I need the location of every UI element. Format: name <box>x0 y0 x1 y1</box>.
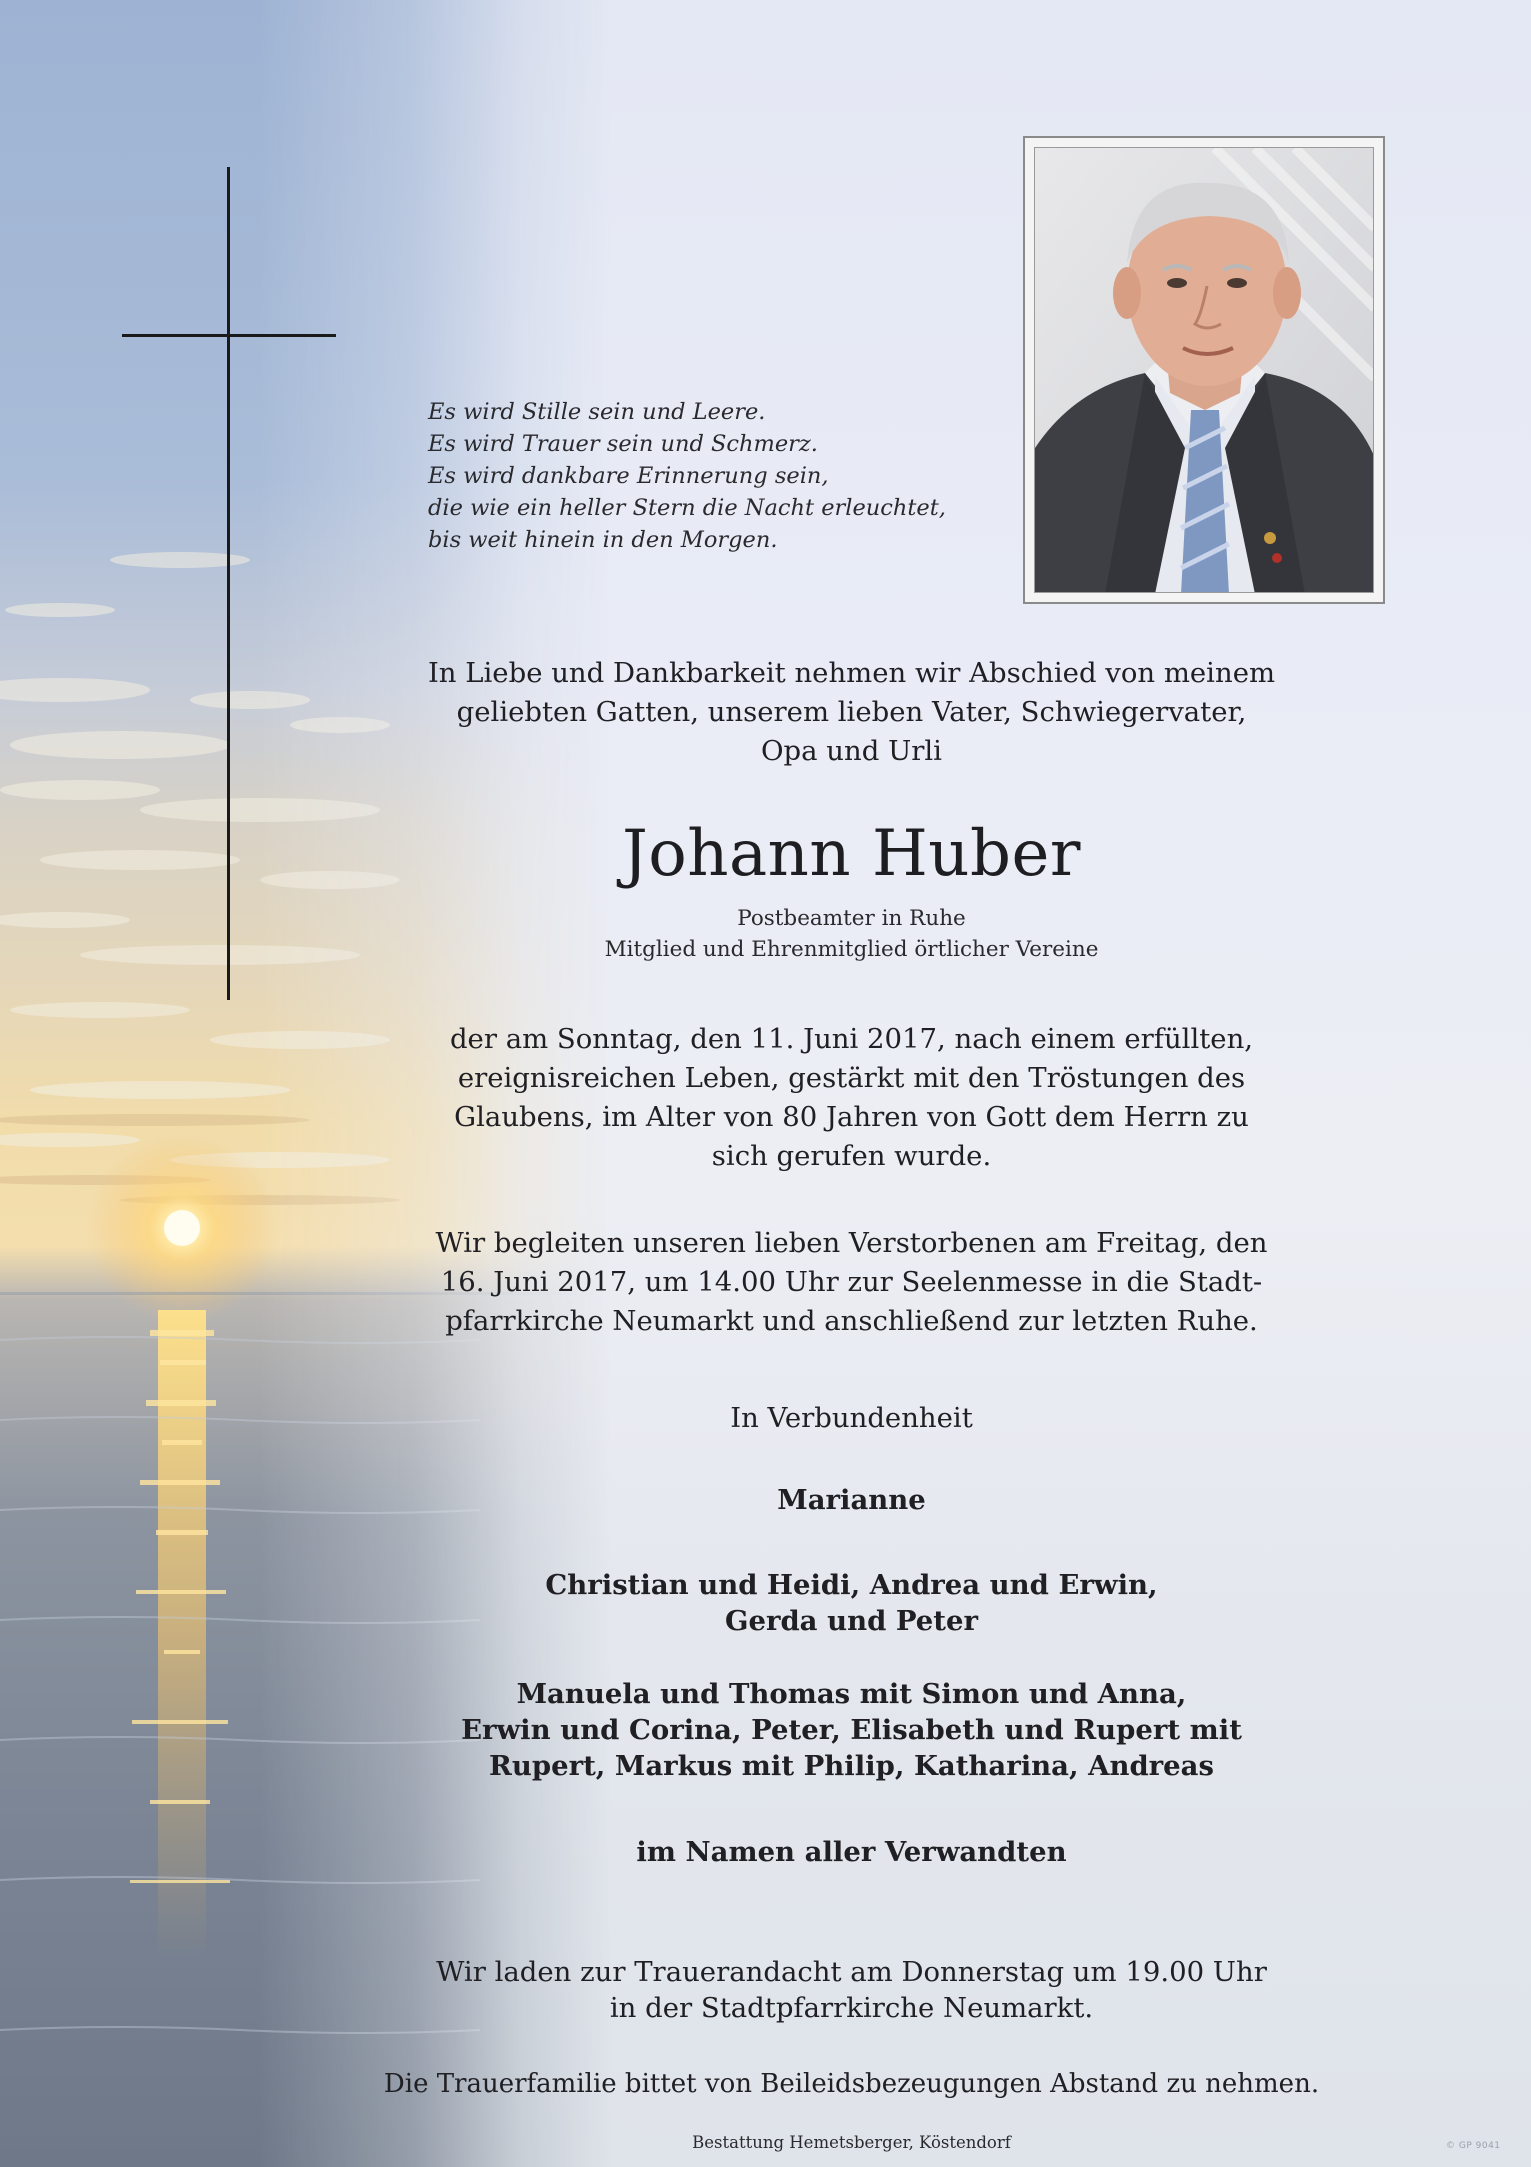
poem-verse <box>428 396 1028 556</box>
funeral-details-line: pfarrkirche Neumarkt und anschließend zur letzten Ruhe. <box>445 1305 1258 1337</box>
deceased-name: Johann Huber <box>622 817 1081 891</box>
death-notice-line: der am Sonntag, den 11. Juni 2017, nach einem erfüllten, <box>449 1023 1254 1055</box>
condolence-note: Die Trauerfamilie bittet von Beileidsbezeugungen Abstand zu nehmen. <box>383 2069 1320 2099</box>
mourner-spouse: Marianne <box>777 1484 926 1516</box>
mourner-grandchildren-line: Rupert, Markus mit Philip, Katharina, Andreas <box>489 1750 1214 1782</box>
death-notice-line: ereignisreichen Leben, gestärkt mit den Tröstungen des <box>457 1062 1246 1094</box>
cross-vertical-bar <box>227 167 230 1000</box>
mourner-children-line: Christian und Heidi, Andrea und Erwin, <box>545 1569 1158 1601</box>
death-notice-line: Glaubens, im Alter von 80 Jahren von Gott dem Herrn zu <box>454 1101 1249 1133</box>
death-notice <box>400 1020 1303 1176</box>
deceased-membership: Mitglied und Ehrenmitglied örtlicher Vereine <box>604 937 1099 962</box>
funeral-details-line: 16. Juni 2017, um 14.00 Uhr zur Seelenmesse in die Stadt- <box>440 1266 1263 1298</box>
prayer-invitation-line: Wir laden zur Trauerandacht am Donnerstag um 19.00 Uhr <box>436 1956 1267 1988</box>
farewell-intro <box>400 654 1303 771</box>
prayer-invitation-line: in der Stadtpfarrkirche Neumarkt. <box>609 1992 1094 2024</box>
death-notice-line: sich gerufen wurde. <box>711 1140 992 1172</box>
poem-line: Es wird Trauer sein und Schmerz. <box>428 431 818 457</box>
poem-line: Es wird Stille sein und Leere. <box>428 399 766 425</box>
prayer-invitation <box>390 1954 1313 2026</box>
farewell-intro-line: geliebten Gatten, unserem lieben Vater, Schwiegervater, <box>456 696 1247 728</box>
funeral-details-line: Wir begleiten unseren lieben Verstorbenen am Freitag, den <box>435 1227 1268 1259</box>
mourner-children-line: Gerda und Peter <box>724 1605 978 1637</box>
undertaker-credit: Bestattung Hemetsberger, Köstendorf <box>692 2133 1011 2152</box>
mourner-grandchildren <box>400 1676 1303 1784</box>
watermark: © GP 9041 <box>1446 2141 1501 2151</box>
deceased-occupation: Postbeamter in Ruhe <box>737 906 966 931</box>
mourner-children <box>400 1567 1303 1639</box>
mourner-grandchildren-line: Erwin und Corina, Peter, Elisabeth und Rupert mit <box>461 1714 1242 1746</box>
farewell-intro-line: In Liebe und Dankbarkeit nehmen wir Abschied von meinem <box>427 657 1276 689</box>
poem-line: die wie ein heller Stern die Nacht erleuchtet, <box>428 495 946 521</box>
funeral-details <box>400 1224 1303 1341</box>
portrait-frame <box>1023 136 1385 604</box>
farewell-intro-line: Opa und Urli <box>761 735 942 767</box>
closing-phrase: In Verbundenheit <box>730 1402 973 1434</box>
portrait-photo <box>1034 147 1374 593</box>
poem-line: Es wird dankbare Erinnerung sein, <box>428 463 829 489</box>
mourner-grandchildren-line: Manuela und Thomas mit Simon und Anna, <box>516 1678 1187 1710</box>
mourner-relatives: im Namen aller Verwandten <box>636 1836 1067 1868</box>
cross-horizontal-bar <box>122 334 336 337</box>
poem-line: bis weit hinein in den Morgen. <box>428 527 778 553</box>
